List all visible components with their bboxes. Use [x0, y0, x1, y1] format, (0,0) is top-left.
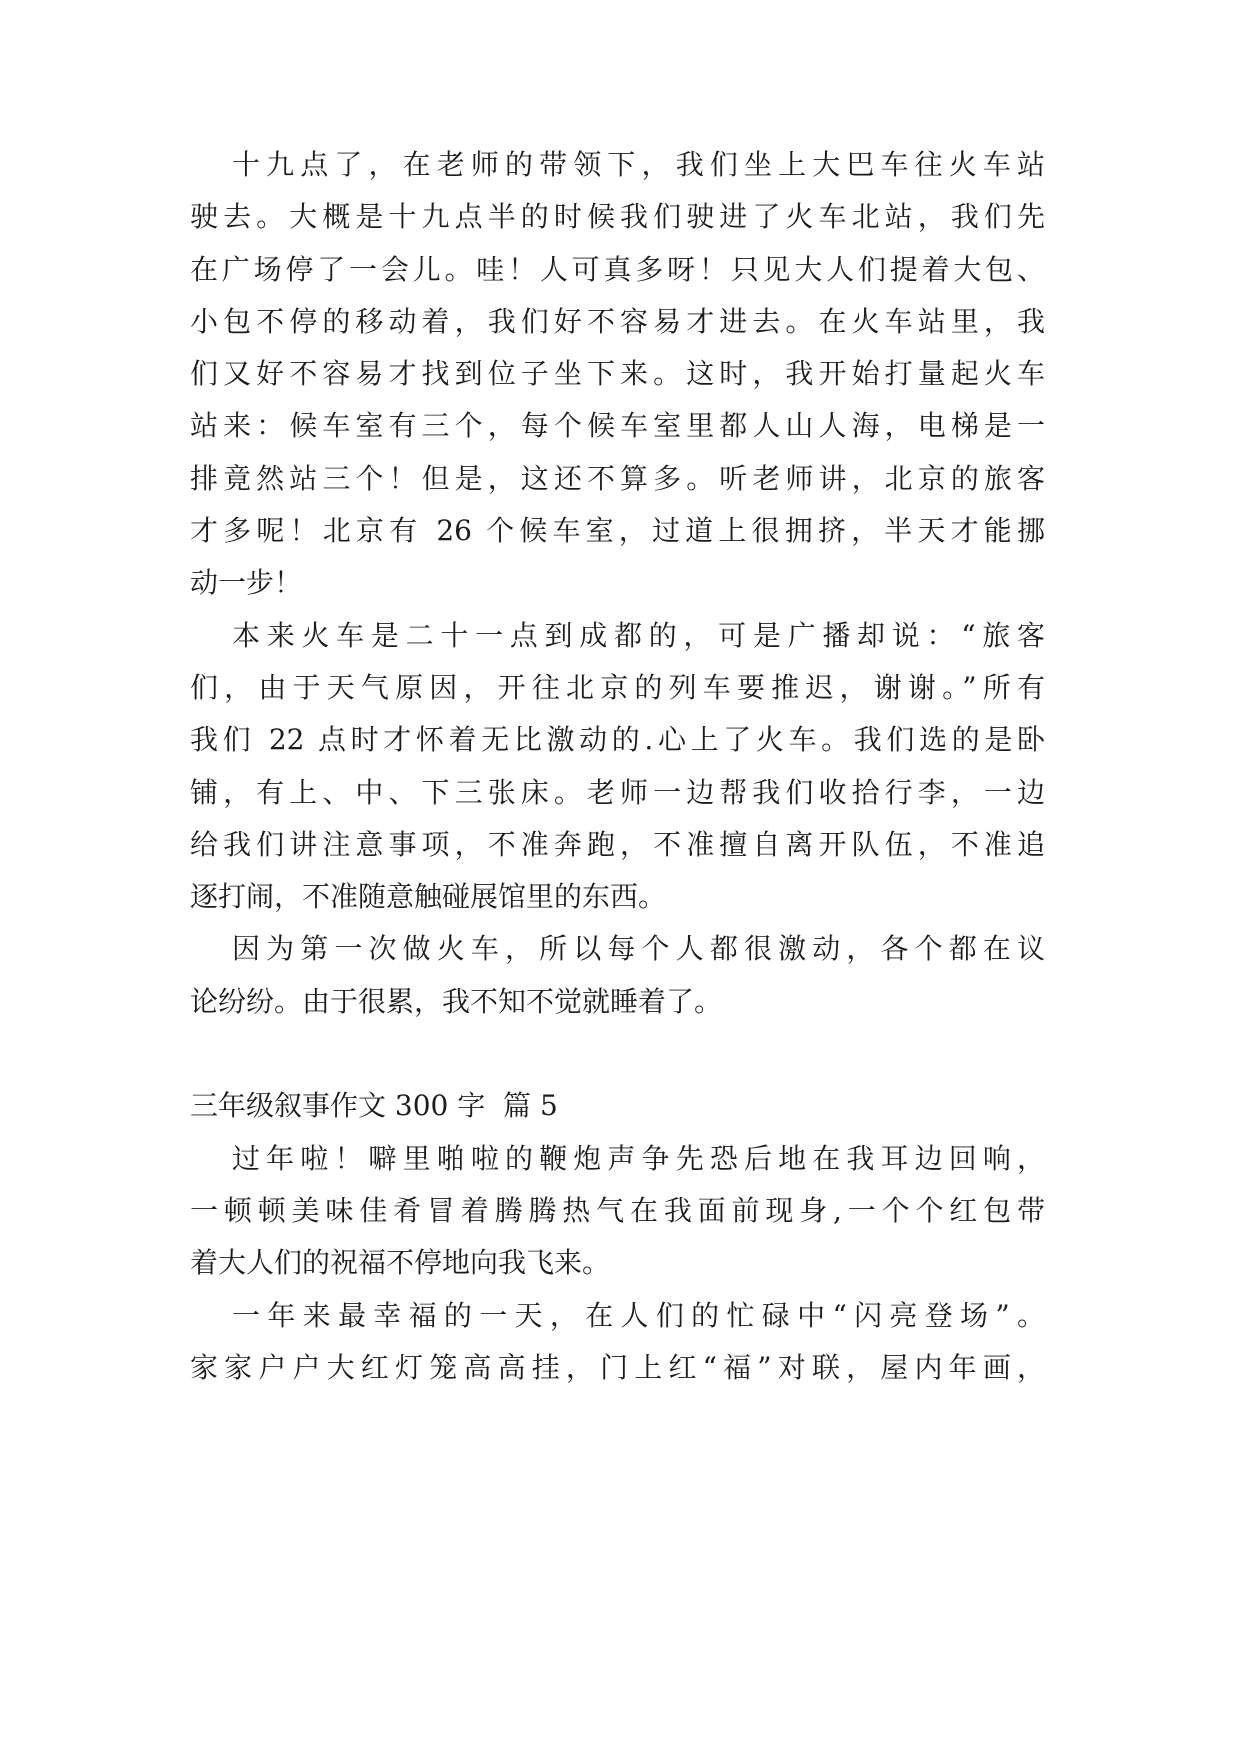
- text-line: 在广场停了一会儿。哇！人可真多呀！只见大人们提着大包、: [190, 252, 1045, 286]
- text-line: 逐打闹，不准随意触碰展馆里的东西。: [190, 880, 667, 914]
- text-line: 一顿顿美味佳肴冒着腾腾热气在我面前现身,一个个红包带: [190, 1193, 1045, 1227]
- section-heading: 三年级叙事作文 300 字 篇 5: [190, 1089, 558, 1123]
- paragraph: [190, 610, 1045, 924]
- text-line: 我们 22 点时才怀着无比激动的.心上了火车。我们选的是卧: [190, 723, 1045, 757]
- text-line: 动一步！: [190, 566, 303, 600]
- text-line: 们，由于天气原因，开往北京的列车要推迟，谢谢。”所有: [190, 670, 1045, 704]
- section-story-4-continued: [190, 139, 1045, 1028]
- text-line: 家家户户大红灯笼高高挂，门上红“福”对联，屋内年画，: [190, 1350, 1045, 1384]
- document-body: [190, 139, 1045, 1394]
- text-line: 一年来最幸福的一天，在人们的忙碌中“闪亮登场”。: [232, 1298, 1045, 1332]
- text-line: 小包不停的移动着，我们好不容易才进去。在火车站里，我: [190, 304, 1045, 338]
- paragraph: [190, 139, 1045, 610]
- text-line: 十九点了，在老师的带领下，我们坐上大巴车往火车站: [232, 148, 1045, 181]
- paragraph: [190, 923, 1045, 1028]
- text-line: 给我们讲注意事项，不准奔跑，不准擅自离开队伍，不准追: [190, 827, 1045, 861]
- text-line: 过年啦！噼里啪啦的鞭炮声争先恐后地在我耳边回响，: [232, 1141, 1045, 1175]
- text-line: 论纷纷。由于很累，我不知不觉就睡着了。: [190, 984, 723, 1018]
- text-line: 因为第一次做火车，所以每个人都很激动，各个都在议: [232, 932, 1045, 966]
- text-line: 排竟然站三个！但是，这还不算多。听老师讲，北京的旅客: [190, 461, 1045, 495]
- paragraph: [190, 1133, 1045, 1290]
- text-line: 才多呢！北京有 26 个候车室，过道上很拥挤，半天才能挪: [190, 514, 1045, 548]
- text-line: 着大人们的祝福不停地向我飞来。: [190, 1246, 611, 1280]
- paragraph: [190, 1290, 1045, 1395]
- text-line: 本来火车是二十一点到成都的，可是广播却说：“旅客: [232, 618, 1045, 652]
- text-line: 们又好不容易才找到位子坐下来。这时，我开始打量起火车: [190, 357, 1045, 391]
- text-line: 站来：候车室有三个，每个候车室里都人山人海，电梯是一: [190, 409, 1045, 443]
- text-line: 铺，有上、中、下三张床。老师一边帮我们收拾行李，一边: [190, 775, 1045, 809]
- section-story-5: [190, 1080, 1045, 1394]
- text-line: 驶去。大概是十九点半的时候我们驶进了火车北站，我们先: [190, 200, 1045, 234]
